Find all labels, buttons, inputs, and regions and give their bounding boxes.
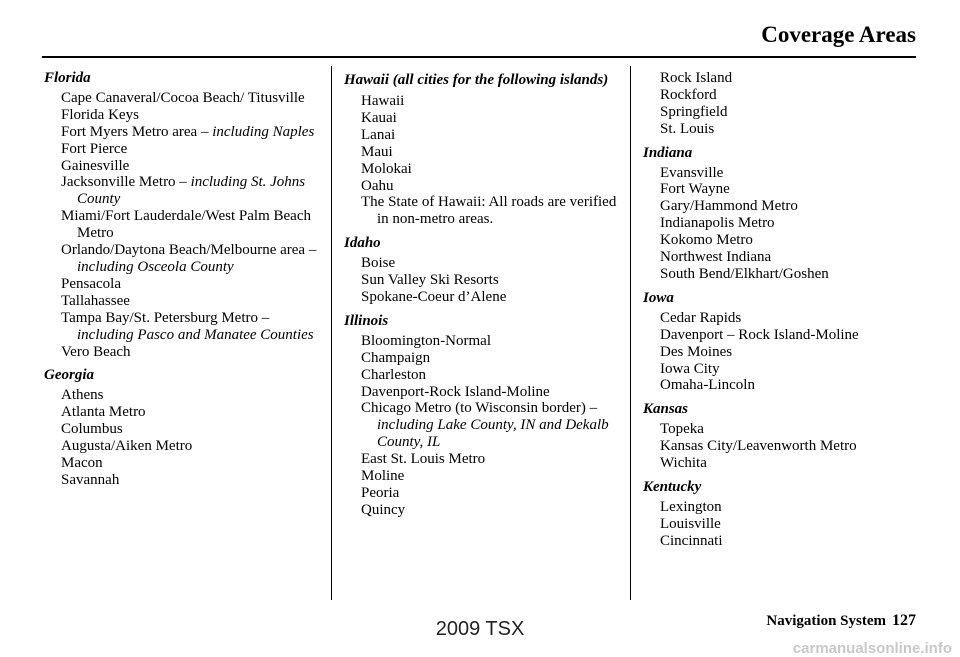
city-item (643, 181, 918, 198)
city-item (44, 141, 324, 158)
city-name: Rockford (660, 86, 717, 103)
city-item (44, 387, 324, 404)
city-item (344, 289, 626, 306)
city-item (344, 333, 626, 350)
city-name: Kansas City/Leavenworth Metro (660, 438, 857, 455)
city-item (643, 310, 918, 327)
city-name: Lexington (660, 498, 722, 515)
city-item (344, 144, 626, 161)
city-item (344, 178, 626, 195)
city-item (344, 367, 626, 384)
city-item (344, 161, 626, 178)
city-name: Louisville (660, 515, 721, 532)
city-item (643, 516, 918, 533)
city-name: Oahu (361, 177, 394, 194)
city-item (344, 400, 626, 451)
city-name: Spokane-Coeur d’Alene (361, 288, 507, 305)
city-name: Rock Island (660, 70, 733, 86)
city-item (44, 174, 324, 208)
city-name: Des Moines (660, 343, 733, 360)
city-name: Chicago Metro (to Wisconsin border) (361, 400, 590, 417)
city-item (44, 404, 324, 421)
city-name: Columbus (61, 421, 123, 438)
state-heading: Kansas (643, 401, 689, 418)
city-note: including Naples (212, 123, 315, 140)
city-item (344, 451, 626, 468)
city-name: Orlando/Daytona Beach/Melbourne area – (61, 242, 317, 259)
city-note: including Pasco and Manatee Counties (77, 326, 314, 343)
city-name: Northwest Indiana (660, 249, 772, 266)
column-divider (331, 66, 332, 600)
city-item (643, 455, 918, 472)
state-heading: Illinois (344, 312, 389, 329)
city-note: including Osceola County (77, 258, 234, 275)
city-name: Kauai (361, 109, 397, 126)
city-name: Cincinnati (660, 532, 723, 549)
state-heading: Kentucky (643, 478, 702, 495)
city-name: Tallahassee (61, 292, 130, 309)
city-item (44, 107, 324, 124)
column-1 (44, 70, 324, 489)
city-name: Jacksonville Metro – (61, 174, 191, 191)
city-name: Bloomington-Normal (361, 332, 491, 349)
state-heading: Idaho (344, 235, 381, 252)
city-item (344, 194, 626, 228)
city-item (44, 438, 324, 455)
city-item (643, 266, 918, 283)
city-name: Fort Wayne (660, 181, 730, 198)
city-name: Omaha-Lincoln (660, 377, 755, 394)
city-item (344, 468, 626, 485)
city-name: St. Louis (660, 120, 715, 137)
city-item (44, 242, 324, 276)
city-item (44, 158, 324, 175)
city-item (344, 93, 626, 110)
city-item (344, 502, 626, 519)
column-3 (643, 70, 918, 550)
city-item (643, 499, 918, 516)
state-heading: Indiana (643, 144, 693, 161)
city-item (643, 87, 918, 104)
city-name: Hawaii (361, 93, 405, 109)
city-name: Indianapolis Metro (660, 215, 775, 232)
city-name: Wichita (660, 455, 707, 472)
city-name: East St. Louis Metro (361, 451, 486, 468)
city-name: Springfield (660, 103, 728, 120)
city-item (44, 421, 324, 438)
city-item (643, 165, 918, 182)
city-name: The State of Hawaii: All roads are verified in non-metro areas. (361, 194, 617, 228)
city-name: Atlanta Metro (61, 404, 146, 421)
city-name: Savannah (61, 471, 120, 488)
city-item (643, 198, 918, 215)
city-name: Molokai (361, 160, 412, 177)
city-item (643, 215, 918, 232)
city-item (344, 127, 626, 144)
city-name: Fort Pierce (61, 140, 128, 157)
city-item (344, 255, 626, 272)
column-divider (630, 66, 631, 600)
city-name: Pensacola (61, 275, 121, 292)
city-name: Cape Canaveral/Cocoa Beach/ Titusville (61, 89, 305, 106)
city-item (44, 472, 324, 489)
city-name: Quincy (361, 501, 406, 518)
city-name: Iowa City (660, 360, 720, 377)
city-item (643, 249, 918, 266)
city-item (44, 455, 324, 472)
watermark: carmanualsonline.info (792, 640, 952, 657)
city-name: Gary/Hammond Metro (660, 198, 798, 215)
city-name: Davenport – Rock Island-Moline (660, 326, 859, 343)
city-name: Davenport-Rock Island-Moline (361, 383, 550, 400)
city-name: Vero Beach (61, 343, 131, 360)
city-item (344, 110, 626, 127)
city-item (44, 90, 324, 107)
city-name: Tampa Bay/St. Petersburg Metro – (61, 309, 270, 326)
city-name: Evansville (660, 164, 724, 181)
city-name: Sun Valley Ski Resorts (361, 272, 499, 289)
city-item (44, 293, 324, 310)
city-item (44, 310, 324, 344)
state-heading: Iowa (643, 289, 674, 306)
footer-section: Navigation System (766, 613, 886, 629)
page-number: 127 (892, 612, 916, 629)
model-label: 2009 TSX (435, 618, 525, 640)
city-name: Cedar Rapids (660, 309, 742, 326)
city-name: Fort Myers Metro area – (61, 123, 213, 140)
city-item (44, 344, 324, 361)
city-name: Athens (61, 387, 104, 404)
city-name: Gainesville (61, 157, 130, 174)
city-item (643, 377, 918, 394)
city-name: Macon (61, 454, 103, 471)
city-item (643, 344, 918, 361)
city-note: including St. Johns County (77, 174, 306, 208)
city-item (643, 533, 918, 550)
city-item (643, 104, 918, 121)
city-note: – including Lake County, IN and Dekalb County, IL (377, 400, 609, 451)
city-name: South Bend/Elkhart/Goshen (660, 265, 829, 282)
city-item (643, 70, 918, 87)
city-name: Moline (361, 468, 405, 485)
city-item (643, 361, 918, 378)
city-name: Kokomo Metro (660, 232, 753, 249)
city-item (643, 232, 918, 249)
page-title: Coverage Areas (761, 22, 916, 47)
city-item (344, 384, 626, 401)
city-name: Augusta/Aiken Metro (61, 438, 193, 455)
city-name: Champaign (361, 349, 431, 366)
state-heading: Georgia (44, 367, 94, 384)
city-item (643, 327, 918, 344)
city-name: Lanai (361, 126, 396, 143)
state-heading: Hawaii (all cities for the following islands) (344, 72, 609, 88)
city-name: Maui (361, 143, 393, 160)
header-rule (42, 56, 916, 58)
city-name: Charleston (361, 366, 426, 383)
city-name: Peoria (361, 484, 400, 501)
city-name: Miami/Fort Lauderdale/West Palm Beach Metro (61, 208, 311, 242)
city-item (344, 350, 626, 367)
city-item (44, 276, 324, 293)
column-2 (344, 70, 626, 519)
city-item (643, 421, 918, 438)
city-name: Topeka (660, 421, 704, 438)
city-name: Florida Keys (61, 106, 139, 123)
city-item (643, 438, 918, 455)
city-item (344, 485, 626, 502)
city-item (44, 208, 324, 242)
city-item (344, 272, 626, 289)
city-name: Boise (361, 255, 396, 272)
city-item (44, 124, 324, 141)
state-heading: Florida (44, 70, 91, 86)
city-item (643, 121, 918, 138)
